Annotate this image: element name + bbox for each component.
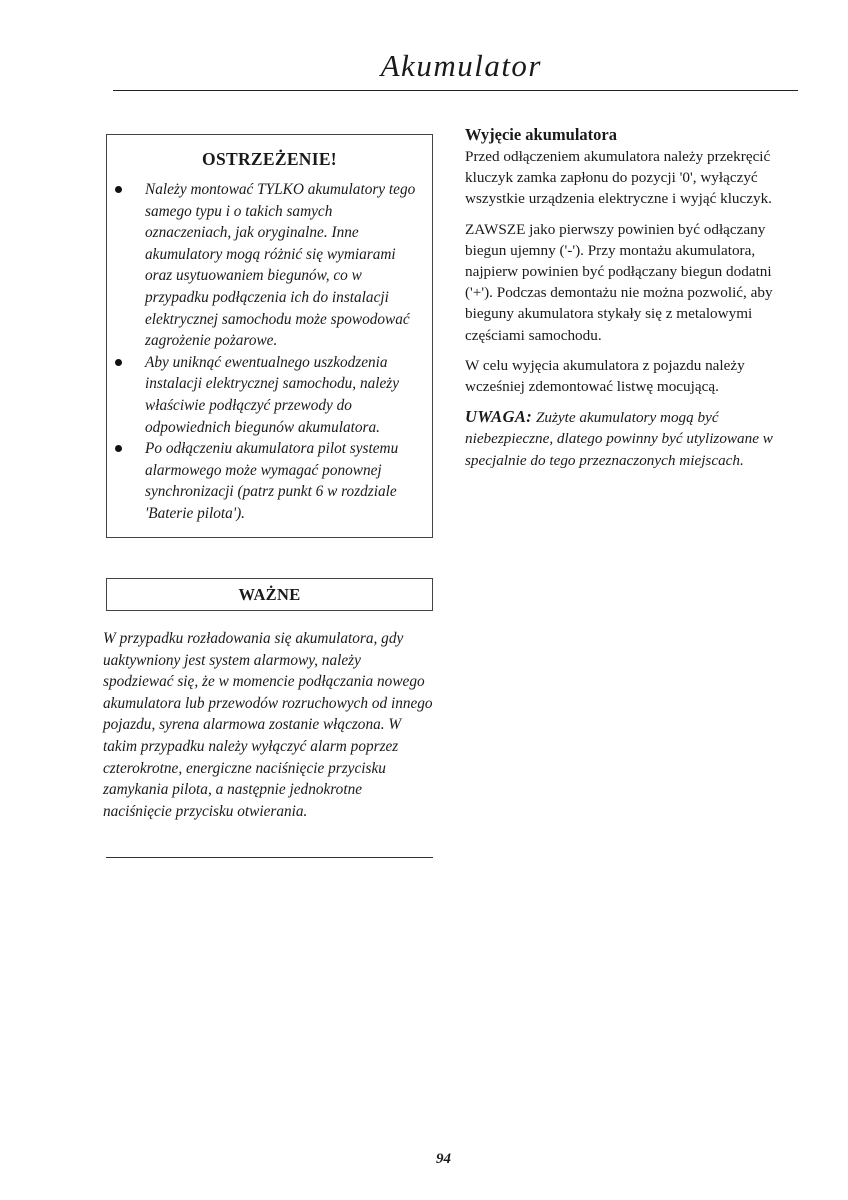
bullet-icon (115, 359, 122, 366)
page-title: Akumulator (380, 48, 542, 83)
warning-heading: OSTRZEŻENIE! (202, 149, 337, 169)
bullet-icon (115, 186, 122, 193)
removal-heading: Wyjęcie akumulatora (465, 125, 617, 144)
important-heading: WAŻNE (238, 585, 301, 604)
important-rule (106, 857, 433, 858)
page-number: 94 (436, 1151, 451, 1167)
warning-item: Aby uniknąć ewentualnego uszkodzenia instalacji elektrycznej samochodu, należy właściwie podłączyć przewody do odpowiednich biegunów akumulatora. (115, 352, 420, 438)
title-rule (113, 90, 798, 91)
bullet-icon (115, 445, 122, 452)
note-label: UWAGA: (465, 407, 533, 427)
removal-paragraph: Przed odłączeniem akumulatora należy przekręcić kluczyk zamka zapłonu do pozycji '0', wyłączyć wszystkie urządzenia elektryczne i wyjąć kluczyk. (465, 148, 772, 208)
important-text: W przypadku rozładowania się akumulatora, gdy uaktywniony jest system alarmowy, należy spodziewać się, że w momencie podłączania nowego akumulatora lub przewodów rozruchowych od innego pojazdu, syrena alarmowa zostanie włączona. W takim przypadku należy wyłączyć alarm poprzez czterokrotne, energiczne naciśnięcie przycisku zamykania pilota, a następnie jednokrotne naciśnięcie przycisku otwierania. (103, 630, 433, 820)
removal-note (465, 406, 795, 471)
removal-section (465, 124, 795, 480)
warning-box (106, 134, 433, 538)
warning-item: Należy montować TYLKO akumulatory tego samego typu i o takich samych oznaczeniach, jak oryginalne. Inne akumulatory mogą różnić się wymiarami oraz usytuowaniem biegunów, co w przypadku podłączenia ich do instalacji elektrycznej samochodu może spowodować zagrożenie pożarowe. (115, 179, 420, 352)
removal-paragraph: ZAWSZE jako pierwszy powinien być odłączany biegun ujemny ('-'). Przy montażu akumulatora, najpierw powinien być podłączany biegun dodatni ('+'). Podczas demontażu nie można pozwolić, aby bieguny akumulatora stykały się z metalowymi częściami samochodu. (465, 220, 773, 344)
important-heading-box (106, 578, 433, 611)
note-text: Zużyte akumulatory mogą być niebezpieczne, dlatego powinny być utylizowane w specjalnie do tego przeznaczonych miejscach. (465, 409, 773, 469)
removal-paragraph: W celu wyjęcia akumulatora z pojazdu należy wcześniej zdemontować listwę mocującą. (465, 356, 745, 396)
warning-list (115, 179, 420, 525)
warning-item: Po odłączeniu akumulatora pilot systemu alarmowego może wymagać ponownej synchronizacji (patrz punkt 6 w rozdziale 'Baterie pilota'). (115, 438, 420, 524)
